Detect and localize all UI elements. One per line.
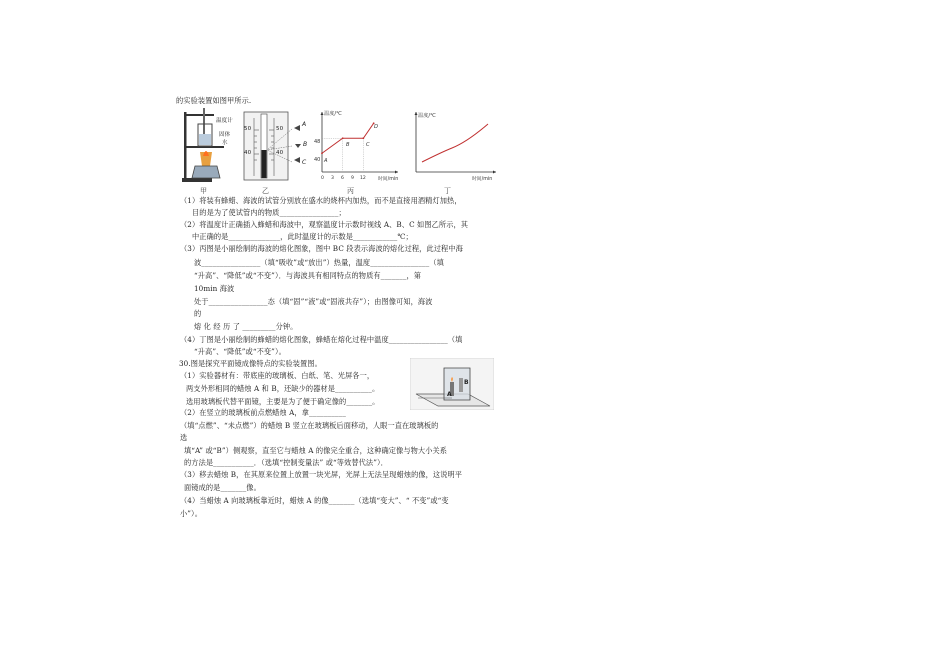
q3-line-2: 波________________（填“吸收”或“放出”）热量，温度________________（填 [194, 258, 444, 267]
figure-bing-chart [314, 106, 400, 184]
q30-2-line-4: 填“A” 或“B”）侧观察，直至它与蜡烛 A 的像完全重合，这种确定像与物大小关系 [184, 446, 448, 455]
figure-mirror-apparatus [410, 358, 494, 410]
q2-line-2: 中正确的是______________，此时温度计的示数是____________℃； [192, 232, 413, 241]
figure-yi-thermometer [240, 110, 310, 182]
bing-ytick-48: 48 [314, 139, 321, 145]
q3-line-1: （3）丙图是小丽绘制的海波的熔化图象，图中 BC 段表示海波的熔化过程，此过程中海 [180, 244, 463, 253]
figure-ding-caption: 丁 [444, 187, 451, 195]
yi-view-a: A [302, 121, 307, 128]
q30-1-line-2: 两支外形相同的蜡烛 A 和 B，还缺少的器材是__________。 [186, 384, 380, 393]
q30-2-line-1: （2）在竖立的玻璃板前点燃蜡烛 A，拿__________ [180, 408, 346, 417]
q1-line-1: （1）将装有蜂蜡、海波的试管分别放在盛水的烧杯内加热，而不是直接用酒精灯加热， [180, 196, 462, 205]
q3-line-7: 熔 化 经 历 了 _________分钟。 [194, 322, 298, 331]
q2-line-1: （2）将温度计正确插入蜂蜡和海波中，观察温度计示数时视线 A、B、C 如图乙所示，其 [180, 220, 469, 229]
q30-title: 30.图是探究平面镜成像特点的实验装置图。 [179, 359, 322, 368]
yi-scale-right-50: 50 [276, 126, 284, 132]
q30-2-line-2: （填“点燃”、“未点燃”）的蜡烛 B 竖立在玻璃板后面移动，人眼一直在玻璃板的 [180, 421, 439, 430]
q3-line-3: “升高”、“降低”或“不变”）．与海波具有相同特点的物质有_______，第 [194, 271, 422, 280]
intro-line: 的实验装置如图甲所示. [176, 96, 252, 105]
bing-ytick-40: 40 [314, 157, 321, 163]
bing-y-label: 温度/℃ [324, 111, 342, 117]
mirror-label-b: B [464, 379, 469, 386]
q3-line-5: 处于________________态（填“固”“液”或“固液共存”）；由图像可知，海波 [194, 297, 433, 306]
bing-point-c: C [366, 142, 370, 148]
q30-1-line-1: （1）实验器材有：带底座的玻璃板、白纸、笔、光屏各一， [180, 371, 375, 380]
mirror-label-a: A [447, 391, 452, 398]
jia-label-solid: 固体 [219, 132, 231, 138]
bing-point-0 [321, 152, 323, 154]
jia-label-thermometer: 温度计 [216, 118, 233, 124]
bing-xtick-3: 3 [331, 176, 334, 181]
figure-bing-caption: 丙 [347, 187, 354, 195]
yi-scale-left-50: 50 [244, 126, 252, 132]
q3-line-4: 10min 海波 [194, 284, 235, 293]
figure-jia-caption: 甲 [200, 187, 207, 195]
ding-y-label: 温度/℃ [418, 113, 436, 119]
q30-4-line-2: 小”）。 [180, 509, 203, 518]
yi-scale-right-40: 40 [276, 150, 284, 156]
figure-yi-caption: 乙 [262, 187, 269, 195]
bing-point-1 [342, 137, 344, 139]
q30-4-line-1: （4）当蜡烛 A 向玻璃板靠近时，蜡烛 A 的像_______（选填“变大”、“ 不变”或“变 [180, 496, 449, 505]
q4-line-2: “升高”、“降低”或“不变”）。 [194, 347, 286, 356]
q30-3-line-1: （3）移去蜡烛 B，在其原来位置上放置一块光屏，光屏上无法呈现蜡烛的像，这说明平 [180, 470, 463, 479]
bing-xtick-12: 12 [360, 176, 366, 181]
figure-ding-chart [408, 106, 500, 184]
yi-view-c: C [302, 159, 307, 166]
jia-label-water: 水 [222, 140, 228, 146]
bing-xtick-6: 6 [341, 176, 344, 181]
q30-3-line-2: 面镜成的是_______像。 [184, 483, 261, 492]
ding-curve [422, 124, 488, 162]
q3-line-6: 的 [194, 309, 202, 318]
bing-point-2 [362, 137, 364, 139]
bing-xtick-0: 0 [321, 176, 324, 181]
yi-view-b: B [303, 141, 308, 148]
q30-1-line-3: 选用玻璃板代替平面镜，主要是为了便于确定像的_______。 [186, 397, 380, 406]
bing-point-a: A [324, 158, 328, 164]
bing-point-b: B [346, 142, 350, 148]
ding-x-label: 时间/min [472, 177, 493, 182]
yi-scale-left-40: 40 [244, 150, 252, 156]
q30-2-line-3: 选 [180, 433, 188, 442]
bing-x-label: 时间/min [378, 177, 399, 182]
q4-line-1: （4）丁图是小丽绘制的蜂蜡的熔化图象，蜂蜡在熔化过程中温度________________（填 [180, 335, 463, 344]
q30-2-line-5: 的方法是___________．（选填“控制变量法” 或“等效替代法”）． [184, 458, 388, 467]
bing-point-d: D [374, 124, 378, 130]
bing-xtick-9: 9 [351, 176, 354, 181]
q1-line-2: 目的是为了使试管内的物质________________； [192, 208, 346, 217]
